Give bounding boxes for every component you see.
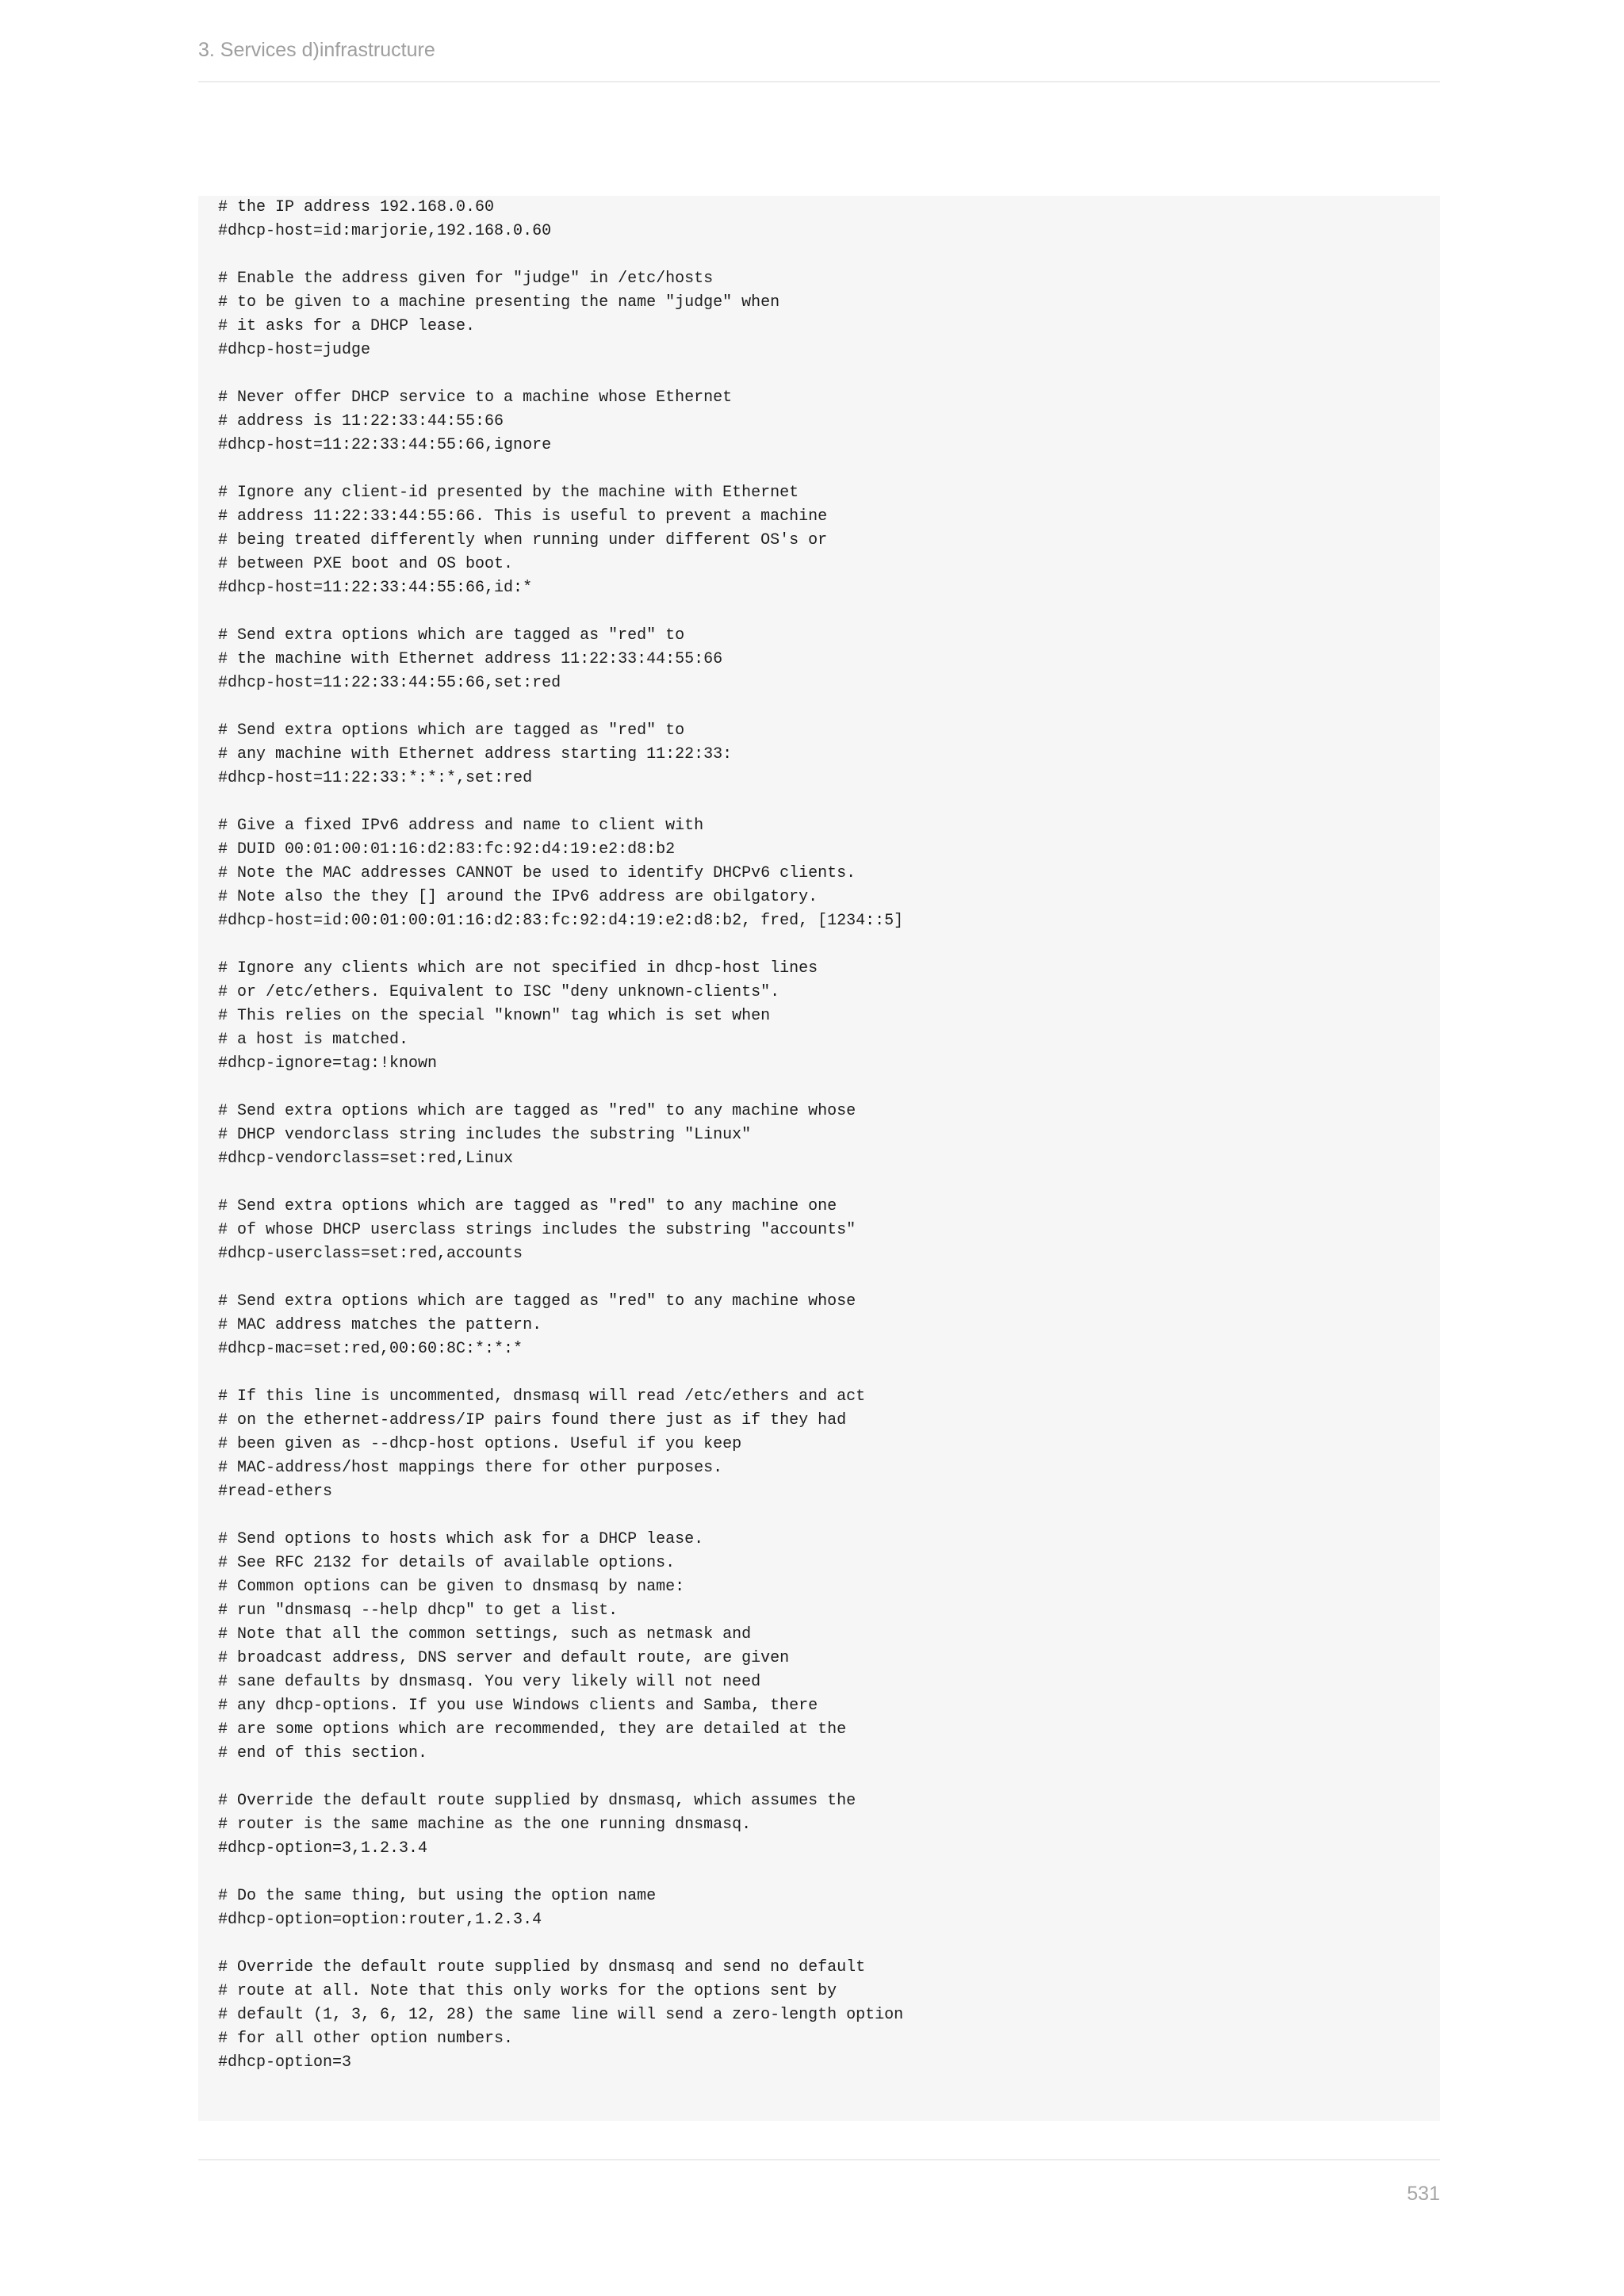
code-line: # Note the MAC addresses CANNOT be used to identify DHCPv6 clients.: [218, 864, 856, 882]
code-line: # being treated differently when running under different OS's or: [218, 531, 828, 549]
footer-divider: [198, 2159, 1440, 2160]
code-line: #dhcp-host=11:22:33:44:55:66,id:*: [218, 579, 533, 597]
code-line: #dhcp-option=option:router,1.2.3.4: [218, 1911, 542, 1929]
code-line: # MAC address matches the pattern.: [218, 1316, 542, 1334]
code-line: # any machine with Ethernet address starting 11:22:33:: [218, 745, 733, 763]
code-line: [218, 933, 1440, 957]
code-line: # Send extra options which are tagged as "red" to any machine whose: [218, 1102, 856, 1120]
code-line: [218, 1171, 1440, 1195]
code-line: #dhcp-option=3: [218, 2053, 352, 2072]
code-line: # Ignore any client-id presented by the machine with Ethernet: [218, 484, 799, 502]
code-line: # Never offer DHCP service to a machine whose Ethernet: [218, 388, 733, 407]
code-line: [218, 600, 1440, 624]
code-line: [218, 1861, 1440, 1885]
code-line: [218, 243, 1440, 267]
code-line: # Give a fixed IPv6 address and name to client with: [218, 817, 704, 835]
code-line: #dhcp-mac=set:red,00:60:8C:*:*:*: [218, 1340, 523, 1358]
running-header: 3. Services d)infrastructure: [198, 39, 435, 61]
code-line: [218, 1766, 1440, 1789]
page-number: 531: [1407, 2183, 1440, 2205]
code-line: # the IP address 192.168.0.60: [218, 198, 495, 216]
code-line: # See RFC 2132 for details of available options.: [218, 1554, 676, 1572]
code-line: # or /etc/ethers. Equivalent to ISC "deny unknown-clients".: [218, 983, 780, 1001]
code-line: # between PXE boot and OS boot.: [218, 555, 514, 573]
code-line: [218, 1932, 1440, 1956]
code-lines: [218, 196, 1440, 2075]
code-line: #dhcp-host=id:00:01:00:01:16:d2:83:fc:92:d4:19:e2:d8:b2, fred, [1234::5]: [218, 912, 904, 930]
code-line: # address is 11:22:33:44:55:66: [218, 412, 504, 430]
code-block: [198, 196, 1440, 2121]
code-line: # Send options to hosts which ask for a DHCP lease.: [218, 1530, 704, 1548]
code-line: #dhcp-host=id:marjorie,192.168.0.60: [218, 222, 552, 240]
code-line: # it asks for a DHCP lease.: [218, 317, 476, 335]
code-line: # been given as --dhcp-host options. Useful if you keep: [218, 1435, 742, 1453]
code-line: # sane defaults by dnsmasq. You very likely will not need: [218, 1673, 761, 1691]
code-line: [218, 1076, 1440, 1100]
code-line: #dhcp-userclass=set:red,accounts: [218, 1245, 523, 1263]
code-line: # Note that all the common settings, such as netmask and: [218, 1625, 752, 1644]
code-line: #dhcp-host=11:22:33:44:55:66,set:red: [218, 674, 561, 692]
code-line: # end of this section.: [218, 1744, 428, 1762]
code-line: # Do the same thing, but using the option name: [218, 1887, 657, 1905]
code-line: # run "dnsmasq --help dhcp" to get a list.: [218, 1601, 619, 1620]
code-line: #dhcp-host=11:22:33:44:55:66,ignore: [218, 436, 552, 454]
code-line: #dhcp-vendorclass=set:red,Linux: [218, 1150, 514, 1168]
code-line: # Send extra options which are tagged as "red" to: [218, 721, 685, 740]
code-line: # Override the default route supplied by dnsmasq, which assumes the: [218, 1792, 856, 1810]
code-line: # Override the default route supplied by dnsmasq and send no default: [218, 1958, 866, 1976]
code-line: # Send extra options which are tagged as "red" to any machine whose: [218, 1292, 856, 1311]
code-line: [218, 1504, 1440, 1528]
code-line: # This relies on the special "known" tag which is set when: [218, 1007, 771, 1025]
code-line: # Enable the address given for "judge" in /etc/hosts: [218, 270, 714, 288]
code-line: # Common options can be given to dnsmasq by name:: [218, 1578, 685, 1596]
code-line: # broadcast address, DNS server and default route, are given: [218, 1649, 790, 1667]
code-line: # DHCP vendorclass string includes the substring "Linux": [218, 1126, 752, 1144]
code-line: #dhcp-host=11:22:33:*:*:*,set:red: [218, 769, 533, 787]
code-line: # any dhcp-options. If you use Windows clients and Samba, there: [218, 1697, 818, 1715]
code-line: # Send extra options which are tagged as "red" to: [218, 626, 685, 645]
code-line: # the machine with Ethernet address 11:22:33:44:55:66: [218, 650, 723, 668]
code-line: # of whose DHCP userclass strings includes the substring "accounts": [218, 1221, 856, 1239]
code-line: [218, 790, 1440, 814]
code-line: # for all other option numbers.: [218, 2030, 514, 2048]
header-divider: [198, 81, 1440, 82]
code-line: # default (1, 3, 6, 12, 28) the same line will send a zero-length option: [218, 2006, 904, 2024]
code-line: # Note also the they [] around the IPv6 address are obilgatory.: [218, 888, 818, 906]
code-line: # are some options which are recommended, they are detailed at the: [218, 1720, 847, 1739]
code-line: # Send extra options which are tagged as "red" to any machine one: [218, 1197, 837, 1215]
code-line: [218, 1266, 1440, 1290]
code-line: [218, 362, 1440, 386]
code-line: # Ignore any clients which are not specified in dhcp-host lines: [218, 959, 818, 978]
code-line: # on the ethernet-address/IP pairs found there just as if they had: [218, 1411, 847, 1429]
code-line: # to be given to a machine presenting the name "judge" when: [218, 293, 780, 312]
code-line: [218, 457, 1440, 481]
code-line: # DUID 00:01:00:01:16:d2:83:fc:92:d4:19:e2:d8:b2: [218, 840, 676, 859]
code-line: # If this line is uncommented, dnsmasq will read /etc/ethers and act: [218, 1387, 866, 1406]
code-line: #dhcp-option=3,1.2.3.4: [218, 1839, 428, 1858]
code-line: #read-ethers: [218, 1483, 333, 1501]
code-line: [218, 1361, 1440, 1385]
code-line: #dhcp-host=judge: [218, 341, 371, 359]
code-line: # route at all. Note that this only works for the options sent by: [218, 1982, 837, 2000]
code-line: [218, 695, 1440, 719]
code-line: # address 11:22:33:44:55:66. This is useful to prevent a machine: [218, 507, 828, 526]
code-line: #dhcp-ignore=tag:!known: [218, 1054, 438, 1073]
code-line: # router is the same machine as the one running dnsmasq.: [218, 1816, 752, 1834]
code-line: # a host is matched.: [218, 1031, 409, 1049]
code-line: # MAC-address/host mappings there for other purposes.: [218, 1459, 723, 1477]
